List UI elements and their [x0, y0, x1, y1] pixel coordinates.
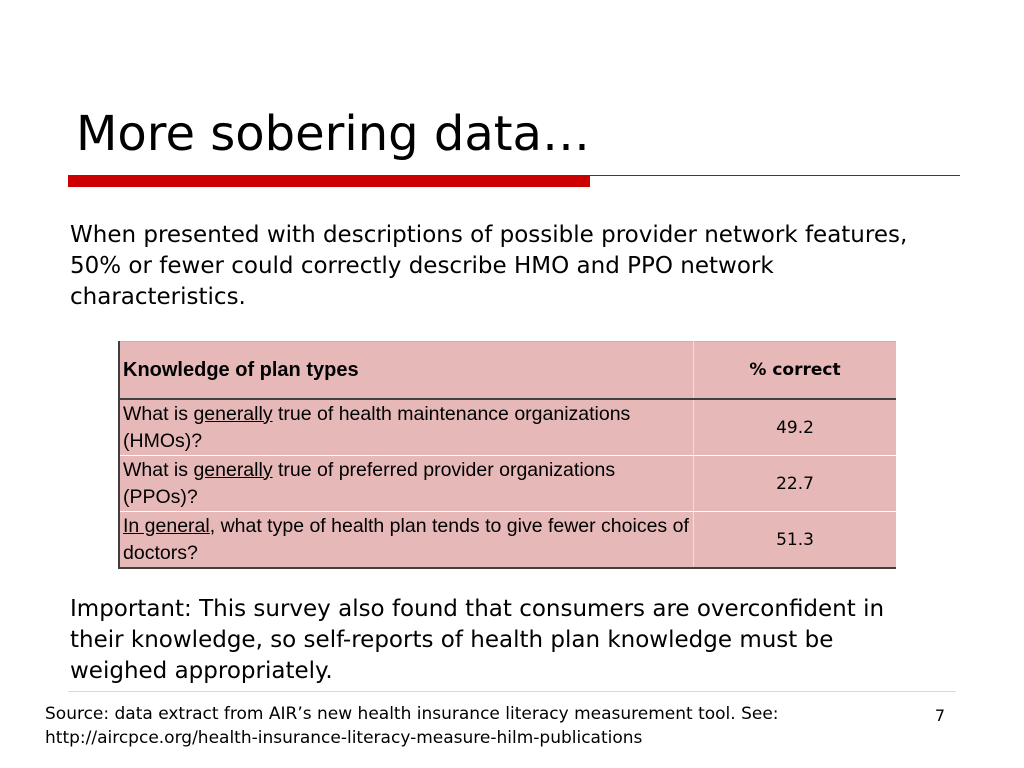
source-text: Source: data extract from AIR’s new health insurance literacy measurement tool. See: [45, 704, 779, 724]
question-suffix: true of preferred provider organizations (PPOs)? [123, 458, 616, 508]
value-cell: 51.3 [694, 512, 897, 569]
source-citation [45, 702, 925, 750]
slide-title: More sobering data… [76, 106, 590, 162]
question-prefix: What is [123, 402, 194, 425]
source-url[interactable]: http://aircpce.org/health-insurance-literacy-measure-hilm-publications [45, 728, 643, 748]
important-note: Important: This survey also found that consumers are overconfident in their knowledge, so self-reports of health plan knowledge must be weighed appropriately. [70, 596, 885, 684]
question-suffix: , what type of health plan tends to give fewer choices of doctors? [123, 514, 689, 564]
header-question: Knowledge of plan types [119, 342, 694, 400]
question-emphasis: generally [193, 458, 273, 481]
intro-paragraph: When presented with descriptions of possible provider network features, 50% or fewer could correctly describe HMO and PPO network characteristics. [70, 222, 908, 310]
value-cell: 22.7 [694, 456, 897, 512]
question-cell [119, 399, 694, 456]
question-cell [119, 456, 694, 512]
table-header-row [119, 342, 896, 400]
footer-divider [68, 691, 956, 692]
table-row [119, 512, 896, 569]
table-row [119, 456, 896, 512]
title-underline-accent [68, 175, 590, 187]
question-prefix: What is [123, 458, 194, 481]
question-suffix: true of health maintenance organizations (HMOs)? [123, 402, 631, 452]
plan-knowledge-table [118, 341, 896, 569]
title-underline-rule [590, 175, 960, 176]
table-row [119, 399, 896, 456]
value-cell: 49.2 [694, 399, 897, 456]
question-emphasis: In general [123, 514, 210, 537]
question-cell [119, 512, 694, 569]
header-percent-correct: % correct [694, 342, 897, 400]
page-number: 7 [934, 706, 946, 725]
question-emphasis: generally [193, 402, 273, 425]
